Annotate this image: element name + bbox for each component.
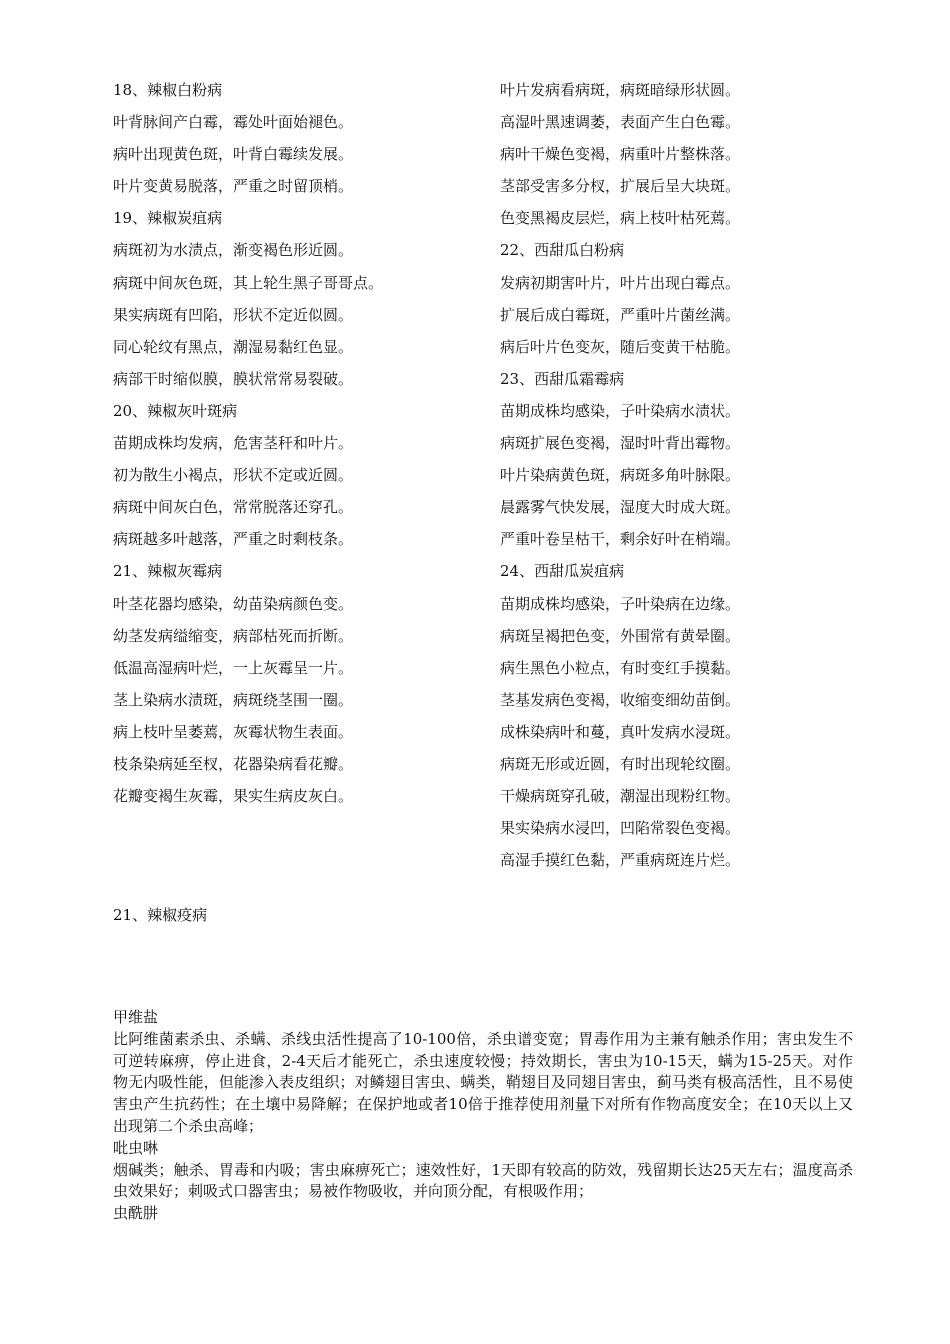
pesticide-notes (113, 1007, 853, 1225)
verse-line: 叶茎花器均感染，幼苗染病颜色变。 (113, 594, 354, 613)
standalone-heading: 21、辣椒疫病 (113, 906, 208, 924)
verse-line: 果实染病水浸凹，凹陷常裂色变褐。 (500, 819, 741, 838)
section-heading: 19、辣椒炭疽病 (113, 209, 223, 228)
verse-line: 严重叶卷呈枯干，剩余好叶在梢端。 (500, 530, 741, 549)
verse-line: 病斑中间灰色斑，其上轮生黑子哥哥点。 (113, 273, 384, 292)
verse-line: 发病初期害叶片，叶片出现白霉点。 (500, 273, 741, 292)
pesticide-name: 甲维盐 (113, 1008, 159, 1026)
verse-line: 成株染病叶和蔓，真叶发病水浸斑。 (500, 722, 741, 741)
verse-line: 叶片染病黄色斑，病斑多角叶脉限。 (500, 466, 741, 485)
verse-line: 茎部受害多分杈，扩展后呈大块斑。 (500, 177, 741, 196)
verse-line: 病部干时缩似膜，膜状常常易裂破。 (113, 369, 354, 388)
verse-line: 叶片变黄易脱落，严重之时留顶梢。 (113, 177, 354, 196)
verse-line: 花瓣变褐生灰霉，果实生病皮灰白。 (113, 787, 354, 806)
pesticide-description: 比阿维菌素杀虫、杀螨、杀线虫活性提高了10-100倍，杀虫谱变宽；胃毒作用为主兼有触杀作用；害虫发生不可逆转麻痹，停止进食，2-4天后才能死亡，杀虫速度较慢；持效期长，害虫为10-15天，螨为15-25天。对作物无内吸性能，但能渗入表皮组织；对鳞翅目害虫、螨类，鞘翅目及同翅目害虫，蓟马类有极高活性，且不易使害虫产生抗药性；在土壤中易降解；在保护地或者10倍于推荐使用剂量下对所有作物高度安全；在10天以上又出现第二个杀虫高峰； (113, 1029, 853, 1135)
verse-line: 初为散生小褐点，形状不定或近圆。 (113, 466, 354, 485)
section-heading: 23、西甜瓜霜霉病 (500, 369, 625, 388)
section-heading: 22、西甜瓜白粉病 (500, 241, 625, 260)
section-heading: 20、辣椒灰叶斑病 (113, 401, 238, 420)
verse-line: 幼茎发病缢缩变，病部枯死而折断。 (113, 626, 354, 645)
verse-line: 高湿手摸红色黏，严重病斑连片烂。 (500, 851, 741, 870)
verse-line: 高湿叶黑速调萎，表面产生白色霉。 (500, 113, 741, 132)
verse-line: 干燥病斑穿孔破，潮湿出现粉红物。 (500, 787, 741, 806)
verse-line: 色变黑褐皮层烂，病上枝叶枯死蔫。 (500, 209, 741, 228)
left-verse-column (113, 74, 473, 812)
verse-line: 病斑无形或近圆，有时出现轮纹圈。 (500, 754, 741, 773)
verse-line: 苗期成株均发病，危害茎秆和叶片。 (113, 434, 354, 453)
verse-line: 苗期成株均感染，子叶染病水渍状。 (500, 401, 741, 420)
verse-line: 叶片发病看病斑，病斑暗绿形状圆。 (500, 81, 741, 99)
verse-line: 病叶干燥色变褐，病重叶片整株落。 (500, 145, 741, 164)
verse-line: 叶背脉间产白霉，霉处叶面始褪色。 (113, 113, 354, 132)
verse-line: 果实病斑有凹陷，形状不定近似圆。 (113, 305, 354, 324)
section-heading: 21、辣椒灰霉病 (113, 562, 223, 581)
verse-line: 扩展后成白霉斑，严重叶片菌丝满。 (500, 305, 741, 324)
verse-line: 晨露雾气快发展，湿度大时成大斑。 (500, 498, 741, 517)
verse-line: 苗期成株均感染，子叶染病在边缘。 (500, 594, 741, 613)
pesticide-description: 烟碱类；触杀、胃毒和内吸；害虫麻痹死亡；速效性好，1天即有较高的防效，残留期长达25天左右；温度高杀虫效果好；刺吸式口器害虫；易被作物吸收，并向顶分配，有根吸作用； (113, 1160, 853, 1201)
verse-line: 茎上染病水渍斑，病斑绕茎围一圈。 (113, 690, 354, 709)
verse-line: 病叶出现黄色斑，叶背白霉续发展。 (113, 145, 354, 164)
verse-line: 低温高湿病叶烂，一上灰霉呈一片。 (113, 658, 354, 677)
verse-line: 病斑越多叶越落，严重之时剩枝条。 (113, 530, 354, 549)
verse-line: 病斑扩展色变褐，湿时叶背出霉物。 (500, 434, 741, 453)
verse-line: 枝条染病延至杈，花器染病看花瓣。 (113, 754, 354, 773)
verse-line: 病斑呈褐把色变，外围常有黄晕圈。 (500, 626, 741, 645)
verse-line: 病斑中间灰白色，常常脱落还穿孔。 (113, 498, 354, 517)
right-verse-column (500, 74, 880, 876)
verse-line: 病上枝叶呈萎蔫，灰霉状物生表面。 (113, 722, 354, 741)
verse-line: 病后叶片色变灰，随后变黄干枯脆。 (500, 337, 741, 356)
verse-line: 病生黑色小粒点，有时变红手摸黏。 (500, 658, 741, 677)
pesticide-name: 虫酰肼 (113, 1204, 159, 1223)
section-heading: 18、辣椒白粉病 (113, 81, 223, 99)
verse-line: 同心轮纹有黑点，潮湿易黏红色显。 (113, 337, 354, 356)
pesticide-name: 吡虫啉 (113, 1138, 159, 1157)
section-heading: 24、西甜瓜炭疽病 (500, 562, 625, 581)
verse-line: 茎基发病色变褐，收缩变细幼苗倒。 (500, 690, 741, 709)
verse-line: 病斑初为水渍点，渐变褐色形近圆。 (113, 241, 354, 260)
